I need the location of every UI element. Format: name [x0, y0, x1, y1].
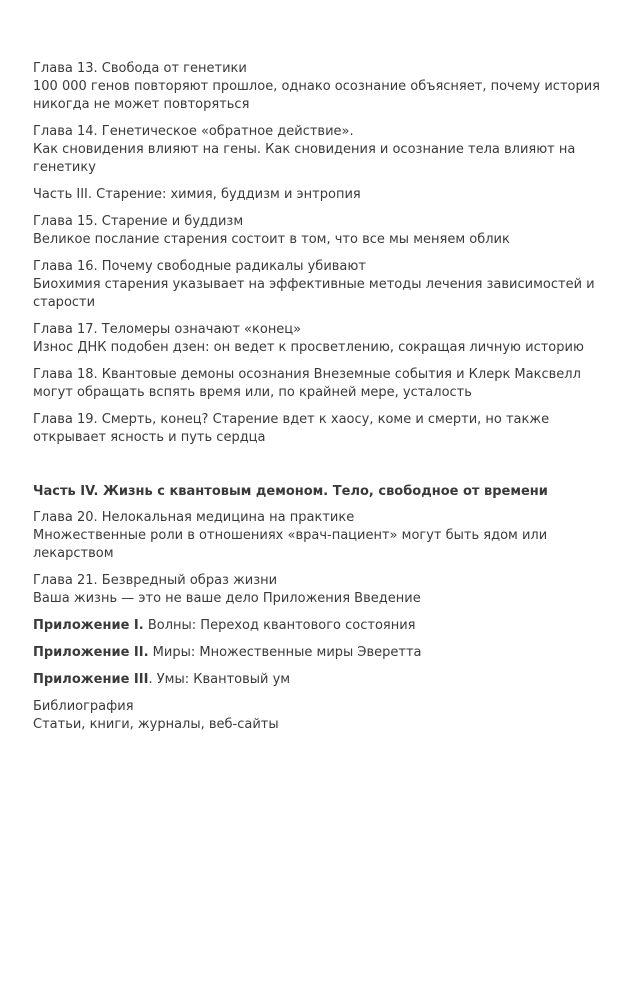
- appendix-label: Приложение I.: [33, 618, 144, 633]
- entry-subtitle: Как сновидения влияют на гены. Как сновидения и осознание тела влияют на генетику: [33, 142, 576, 175]
- appendix-text: Миры: Множественные миры Эверетта: [148, 645, 422, 660]
- entry-title: Глава 17. Теломеры означают «конец»: [33, 322, 302, 337]
- appendix-label: Приложение II.: [33, 645, 149, 660]
- appendix-text: . Умы: Квантовый ум: [148, 672, 291, 687]
- entry-title: Глава 19. Смерть, конец? Старение вдет к хаосу, коме и смерти, но также открывает ясность и путь сердца: [33, 412, 550, 445]
- entry-subtitle: Ваша жизнь — это не ваше дело Приложения Введение: [33, 591, 421, 606]
- toc-entry-chapter-20: [33, 509, 616, 563]
- entry-title: Глава 18. Квантовые демоны осознания Внеземные события и Клерк Максвелл могут обращать вспять время или, по крайней мере, усталость: [33, 367, 581, 400]
- toc-entry-chapter-15: [33, 213, 616, 249]
- appendix-line: [33, 644, 616, 662]
- appendix-line: [33, 671, 616, 689]
- part-4-heading: Часть IV. Жизнь с квантовым демоном. Тело, свободное от времени: [33, 484, 548, 499]
- entry-subtitle: Биохимия старения указывает на эффективные методы лечения зависимостей и старости: [33, 277, 595, 310]
- entry-subtitle: Множественные роли в отношениях «врач-пациент» могут быть ядом или лекарством: [33, 528, 548, 561]
- toc-entry-part-3: [33, 186, 616, 204]
- toc-entry-bibliography: [33, 698, 616, 734]
- toc-entry-appendix-2: [33, 644, 616, 662]
- entry-title: Библиография: [33, 699, 134, 714]
- entry-title: Часть III. Старение: химия, буддизм и энтропия: [33, 187, 361, 202]
- entry-subtitle: Износ ДНК подобен дзен: он ведет к просветлению, сокращая личную историю: [33, 340, 584, 355]
- toc-entry-chapter-19: [33, 411, 616, 447]
- entry-title: Глава 16. Почему свободные радикалы убивают: [33, 259, 366, 274]
- toc-entry-chapter-13: [33, 60, 616, 114]
- entry-subtitle: Статьи, книги, журналы, веб-сайты: [33, 717, 279, 732]
- entry-title: Глава 20. Нелокальная медицина на практике: [33, 510, 355, 525]
- entry-subtitle: Великое послание старения состоит в том, что все мы меняем облик: [33, 232, 510, 247]
- toc-entry-chapter-21: [33, 572, 616, 608]
- appendix-text: Волны: Переход квантового состояния: [143, 618, 416, 633]
- entry-subtitle: 100 000 генов повторяют прошлое, однако осознание объясняет, почему история никогда не может повторяться: [33, 79, 600, 112]
- entry-title: Глава 14. Генетическое «обратное действие».: [33, 124, 354, 139]
- entry-title: Глава 21. Безвредный образ жизни: [33, 573, 278, 588]
- toc-entry-chapter-14: [33, 123, 616, 177]
- entry-title: Глава 13. Свобода от генетики: [33, 61, 247, 76]
- appendix-line: [33, 617, 616, 635]
- toc-entry-chapter-18: [33, 366, 616, 402]
- toc-entry-chapter-17: [33, 321, 616, 357]
- entry-title: Глава 15. Старение и буддизм: [33, 214, 244, 229]
- appendix-label: Приложение III: [33, 672, 149, 687]
- toc-entry-chapter-16: [33, 258, 616, 312]
- toc-entry-appendix-3: [33, 671, 616, 689]
- toc-entry-appendix-1: [33, 617, 616, 635]
